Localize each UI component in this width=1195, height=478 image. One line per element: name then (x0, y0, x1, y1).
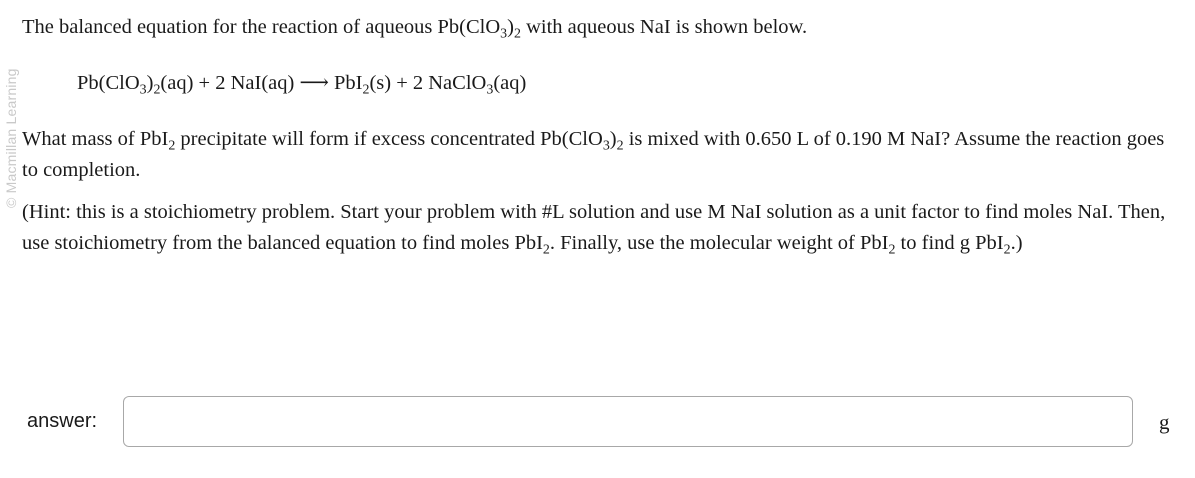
question-content (22, 12, 1182, 259)
answer-unit: g (1159, 410, 1170, 434)
answer-input[interactable] (123, 396, 1133, 447)
answer-label: answer: (27, 410, 98, 432)
hint-text: (Hint: this is a stoichiometry problem. Start your problem with #L solution and use M NaI solution as a unit factor to find moles NaI. Then, use stoichiometry from the balanced equation to find moles PbI$_2$. Finally, use the molecular weight of PbI$_2$ to find g PbI$_2$.) (22, 201, 1166, 258)
watermark-text: © Macmillan Learning (3, 68, 19, 208)
question-text: What mass of PbI$_2$ precipitate will form if excess concentrated $Pb(ClO_3)_2$ is mixed with 0.650 L of 0.190 M NaI? Assume the reaction goes to completion. (22, 128, 1165, 181)
answer-row (0, 395, 1195, 450)
copyright-watermark (3, 18, 17, 208)
intro-text: The balanced equation for the reaction of aqueous $Pb(ClO_3)_2$ with aqueous NaI is shown below. (22, 16, 808, 42)
balanced-equation: $Pb(ClO_3)_2(aq) + 2$ NaI(aq) ⟶ PbI$_2$(s) + 2 NaClO$_3$(aq) (77, 72, 527, 98)
